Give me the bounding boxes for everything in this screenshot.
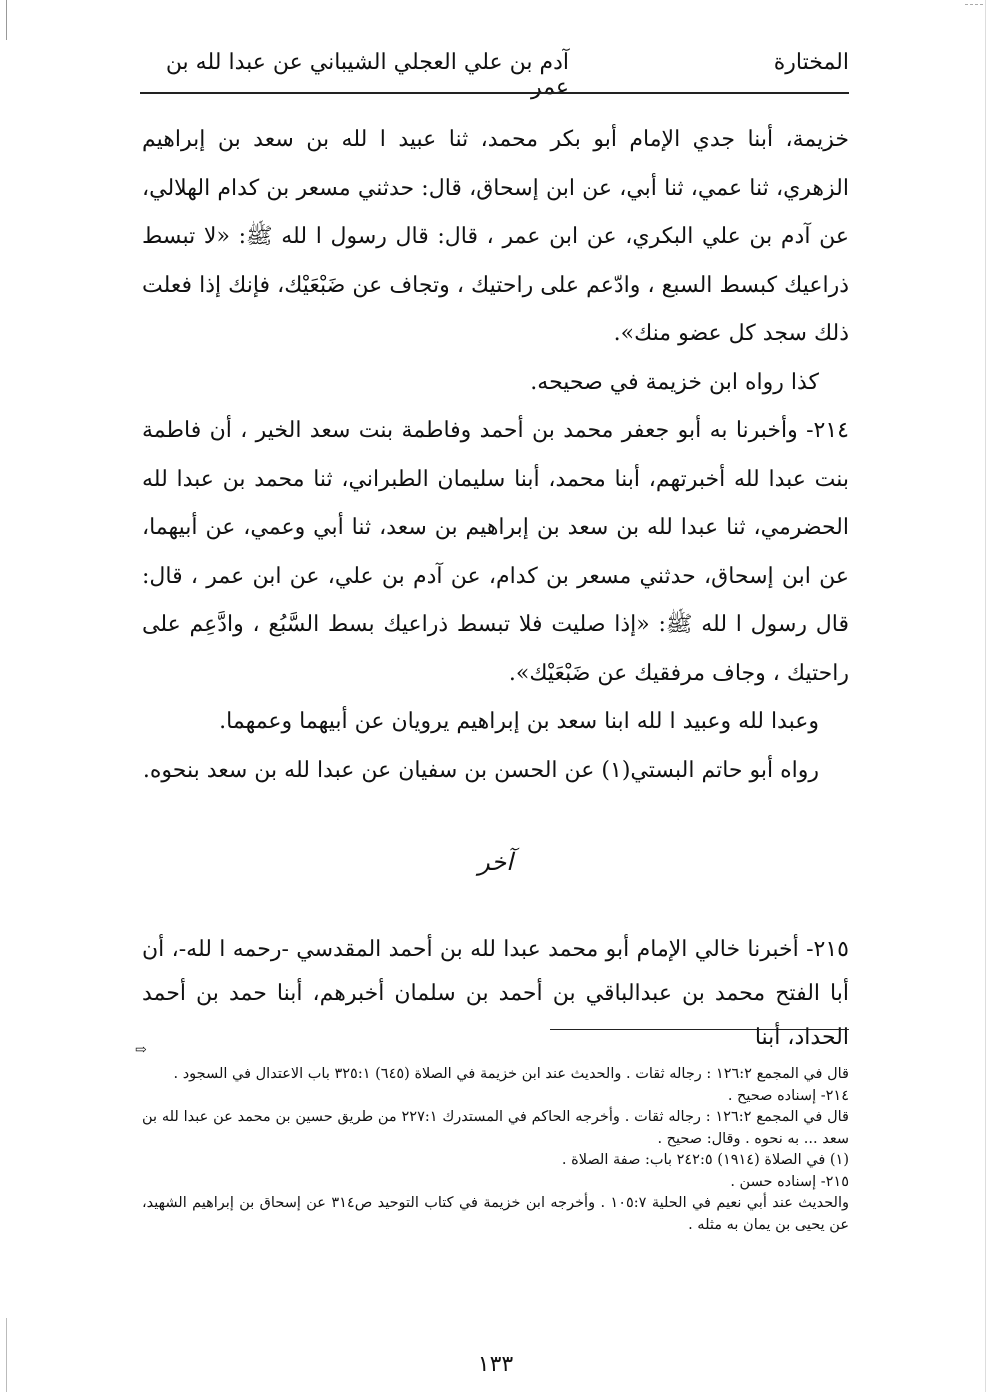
main-text [142,116,849,795]
footnote-line: والحديث عند أبي نعيم في الحلية ١٠٥:٧ . وأخرجه ابن خزيمة في كتاب التوحيد ص٣١٤ عن إسحاق بن إبراهيم الشهيد، عن يحيى بن يمان به مثله . [142,1195,849,1233]
main-text-continued [142,928,849,1060]
section-heading: آخر [478,848,513,876]
footnote-line: قال في المجمع ١٢٦:٢ : رجاله ثقات . وأخرجه الحاكم في المستدرك ٢٢٧:١ من طريق حسين بن محمد عن عبدا لله بن سعد ... به نحوه . وقال: صحيح . [142,1109,849,1147]
page-number: ١٣٣ [477,1352,514,1377]
hadith-213-continued: خزيمة، أبنا جدي الإمام أبو بكر محمد، ثنا عبيد ا لله بن سعد بن إبراهيم الزهري، ثنا عمي، ثنا أبي، عن ابن إسحاق، قال: حدثني مسعر بن كدام الهلالي، عن آدم بن علي البكري، عن ابن عمر ، قال: قال رسول ا لله ﷺ: «لا تبسط ذراعيك كبسط السبع ، وادّعم على راحتيك ، وتجاف عن ضَبْعَيْك، فإنك إذا فعلت ذلك سجد كل عضو منك». [142,127,849,346]
continuation-arrow-icon: ⇨ [135,1042,147,1058]
header-section-name: المختارة [773,50,849,75]
hadith-214: ٢١٤- وأخبرنا به أبو جعفر محمد بن أحمد وفاطمة بنت سعد الخير ، أن فاطمة بنت عبدا لله أخبرتهم، أبنا محمد، أبنا سليمان الطبراني، ثنا محمد بن عبدا لله الحضرمي، ثنا عبدا لله بن سعد بن إبراهيم بن سعد، ثنا أبي وعمي، عن أبيهما، عن ابن إسحاق، حدثني مسعر بن كدام، عن آدم بن علي، عن ابن عمر ، قال: قال رسول ا لله ﷺ: «إذا صليت فلا تبسط ذراعيك بسط السَّبُع ، وادَّعِم على راحتيك ، وجاف مرفقيك عن ضَبْعَيْك». [142,418,849,686]
header-chain-title: آدم بن علي العجلي الشيباني عن عبدا لله بن عمر [165,50,569,100]
footnote-line: (١) في الصلاة (١٩١٤) ٢٤٢:٥ باب: صفة الصلاة . [561,1152,849,1168]
header-rule [140,92,849,94]
footnote-line: ٢١٤- إسناده صحيح . [727,1087,849,1104]
scan-edge-mark [6,0,7,40]
footnote-line: قال في المجمع ١٢٦:٢ : رجاله ثقات . والحديث عند ابن خزيمة في الصلاة (٦٤٥) ٣٢٥:١ باب الاعتدال في السجود . [173,1066,849,1082]
takhrij-note: كذا رواه ابن خزيمة في صحيحه. [530,369,819,395]
riwaya-note: رواه أبو حاتم البستي(١) عن الحسن بن سفيان عن عبدا لله بن سعد بنحوه. [142,757,819,783]
running-header [140,44,849,100]
scan-corner-mark [965,4,983,5]
footnote-line: ٢١٥- إسناده حسن . [730,1173,849,1190]
scan-edge-line [985,0,986,1392]
hadith-215: ٢١٥- أخبرنا خالي الإمام أبو محمد عبدا لله بن أحمد المقدسي -رحمه ا لله-، أن أبا الفتح محمد بن عبدالباقي بن أحمد بن سلمان أخبرهم، أبنا حمد بن أحمد الحداد، أبنا [142,937,849,1050]
footnote-rule [550,1029,849,1030]
footnotes [142,1064,849,1236]
narrators-note: وعبدا لله وعبيد ا لله ابنا سعد بن إبراهيم يرويان عن أبيهما وعمهما. [219,709,819,734]
